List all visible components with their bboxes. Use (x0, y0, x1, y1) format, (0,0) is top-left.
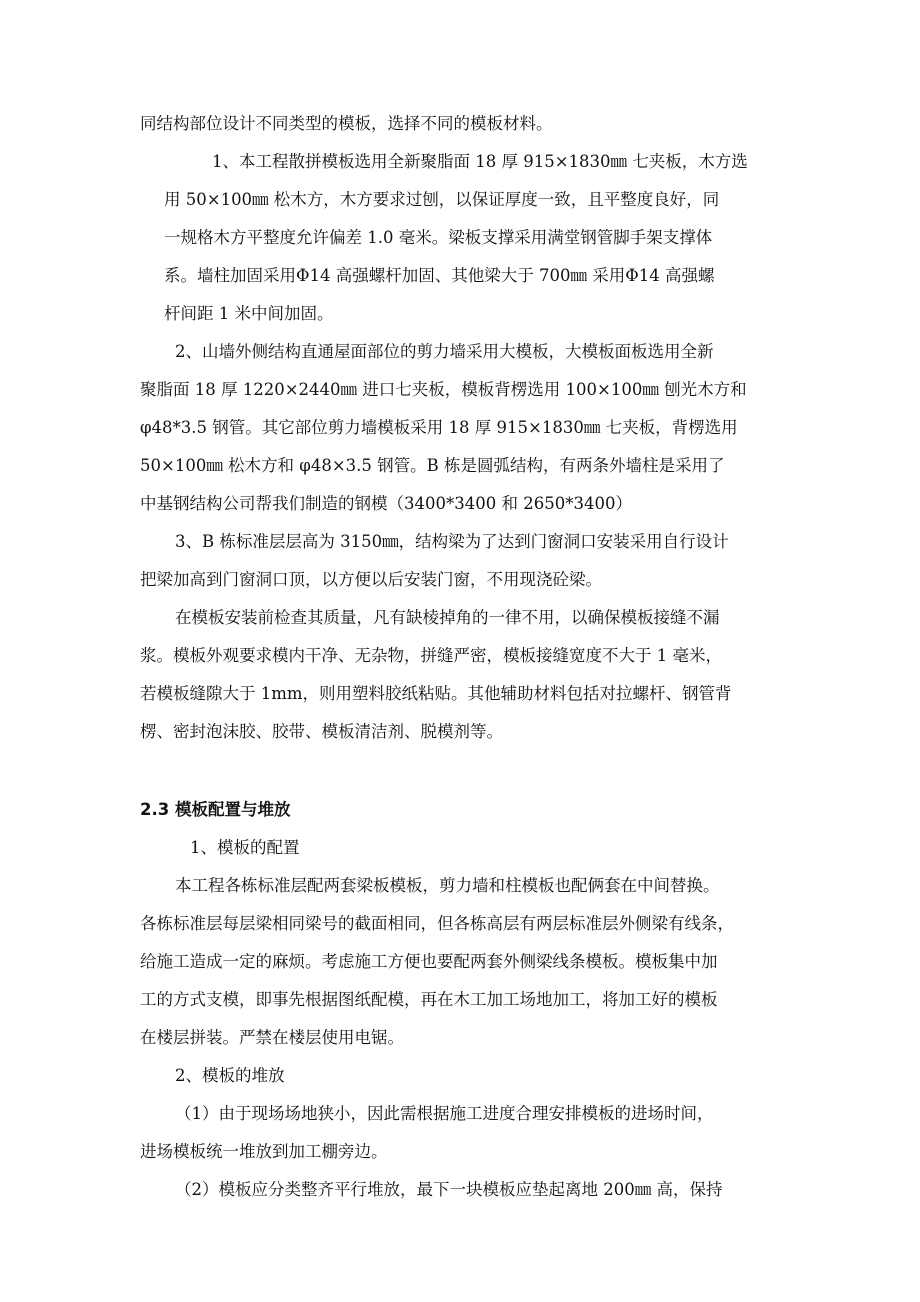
intro-line: 同结构部位设计不同类型的模板，选择不同的模板材料。 (140, 114, 553, 133)
quality-line-1: 在模板安装前检查其质量，凡有缺棱掉角的一律不用，以确保模板接缝不漏 (175, 608, 720, 627)
item3-line-1: 3、B 栋标准层层高为 3150㎜，结构梁为了达到门窗洞口安装采用自行设计 (175, 532, 729, 551)
item2-line-2: 聚脂面 18 厚 1220×2440㎜ 进口七夹板，模板背楞选用 100×100㎜ 刨光木方和 (140, 380, 747, 399)
quality-line-2: 浆。模板外观要求模内干净、无杂物，拼缝严密，模板接缝宽度不大于 1 毫米， (140, 646, 722, 665)
quality-line-4: 楞、密封泡沫胶、胶带、模板清洁剂、脱模剂等。 (140, 722, 503, 741)
item2-line-1: 2、山墙外侧结构直通屋面部位的剪力墙采用大模板，大模板面板选用全新 (175, 342, 714, 361)
sub1-line-4: 工的方式支模，即事先根据图纸配模，再在木工加工场地加工，将加工好的模板 (140, 990, 718, 1009)
item1-line-2: 用 50×100㎜ 松木方，木方要求过刨，以保证厚度一致，且平整度良好，同 (164, 190, 720, 209)
sub2-title: 2、模板的堆放 (175, 1066, 285, 1085)
sub1-line-5: 在楼层拼装。严禁在楼层使用电锯。 (140, 1028, 404, 1047)
sub2-item1-line-2: 进场模板统一堆放到加工棚旁边。 (140, 1142, 388, 1161)
item3-line-2: 把梁加高到门窗洞口顶，以方便以后安装门窗，不用现浇砼梁。 (140, 570, 602, 589)
item2-line-5: 中基钢结构公司帮我们制造的钢模（3400*3400 和 2650*3400） (140, 494, 632, 513)
sub1-title: 1、模板的配置 (190, 838, 300, 857)
sub2-item1-line-1: （1）由于现场场地狭小，因此需根据施工进度合理安排模板的进场时间， (175, 1104, 714, 1123)
item1-line-4: 系。墙柱加固采用Φ14 高强螺杆加固、其他梁大于 700㎜ 采用Φ14 高强螺 (164, 266, 715, 285)
sub2-item2-line-1: （2）模板应分类整齐平行堆放，最下一块模板应垫起离地 200㎜ 高，保持 (175, 1180, 723, 1199)
item2-line-3: φ48*3.5 钢管。其它部位剪力墙模板采用 18 厚 915×1830㎜ 七夹板，背楞选用 (140, 418, 738, 437)
item1-line-5: 杆间距 1 米中间加固。 (164, 304, 334, 323)
item2-line-4: 50×100㎜ 松木方和 φ48×3.5 钢管。B 栋是圆弧结构，有两条外墙柱是采用了 (140, 456, 725, 475)
sub1-line-1: 本工程各栋标准层配两套梁板模板，剪力墙和柱模板也配俩套在中间替换。 (175, 876, 720, 895)
sub1-line-2: 各栋标准层每层梁相同梁号的截面相同，但各栋高层有两层标准层外侧梁有线条， (140, 914, 734, 933)
item1-line-3: 一规格木方平整度允许偏差 1.0 毫米。梁板支撑采用满堂钢管脚手架支撑体 (164, 228, 713, 247)
sub1-line-3: 给施工造成一定的麻烦。考虑施工方便也要配两套外侧梁线条模板。模板集中加 (140, 952, 718, 971)
item1-line-1: 1、本工程散拼模板选用全新聚脂面 18 厚 915×1830㎜ 七夹板，木方选 (212, 152, 748, 171)
section-heading: 2.3 模板配置与堆放 (140, 800, 291, 819)
quality-line-3: 若模板缝隙大于 1mm，则用塑料胶纸粘贴。其他辅助材料包括对拉螺杆、钢管背 (140, 684, 732, 703)
